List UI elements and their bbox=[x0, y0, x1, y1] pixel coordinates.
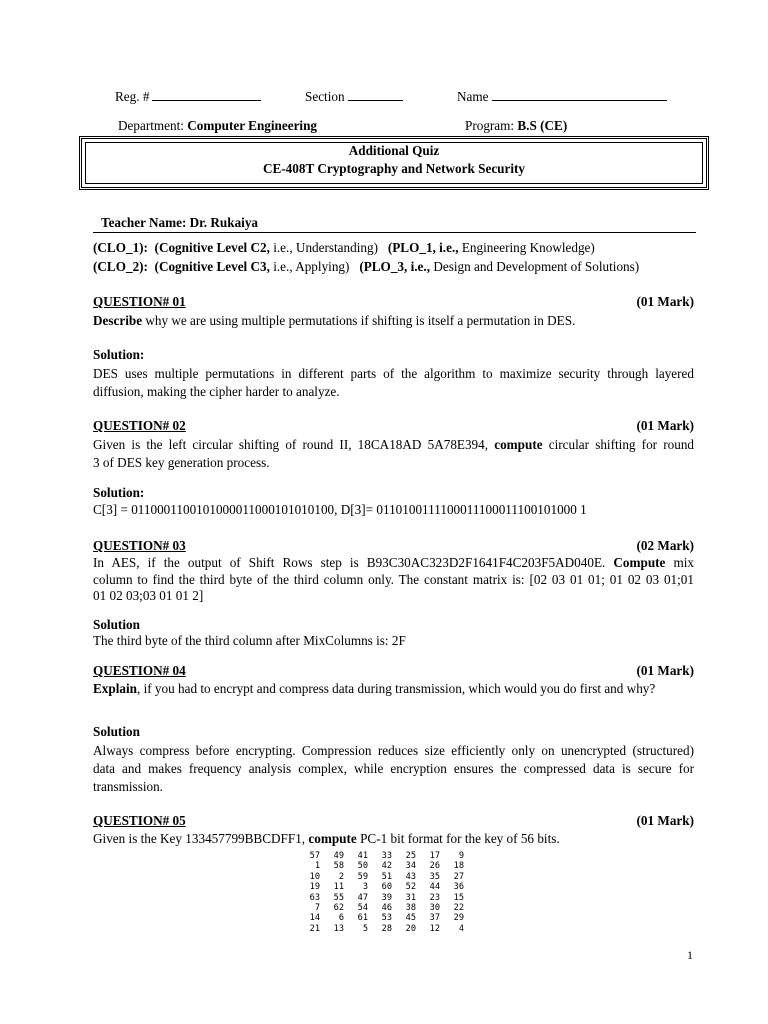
table-cell: 28 bbox=[381, 923, 392, 934]
table-cell: 12 bbox=[429, 923, 440, 934]
question-number: QUESTION# 02 bbox=[93, 418, 186, 433]
table-cell: 5 bbox=[362, 923, 368, 934]
question-1-heading bbox=[93, 294, 694, 310]
table-cell: 53 bbox=[381, 913, 392, 924]
table-cell: 37 bbox=[429, 913, 440, 924]
course-title: CE-408T Cryptography and Network Security bbox=[262, 161, 526, 176]
section-label: Section bbox=[305, 89, 345, 104]
quiz-title: Additional Quiz bbox=[348, 143, 440, 158]
table-cell: 34 bbox=[405, 861, 416, 872]
question-mark: (01 Mark) bbox=[636, 418, 694, 433]
reg-blank bbox=[152, 88, 261, 101]
question-3-heading bbox=[93, 538, 694, 554]
solution-4-line3: transmission. bbox=[93, 779, 163, 794]
reg-label: Reg. # bbox=[115, 89, 150, 104]
table-cell: 30 bbox=[429, 903, 440, 914]
table-row bbox=[297, 872, 465, 882]
question-mark: (01 Mark) bbox=[636, 294, 694, 309]
table-cell: 29 bbox=[453, 913, 464, 924]
question-number: QUESTION# 01 bbox=[93, 294, 186, 309]
table-cell: 50 bbox=[357, 861, 368, 872]
program-line bbox=[465, 118, 567, 134]
table-cell: 62 bbox=[333, 903, 344, 914]
question-2-line2: 3 of DES key generation process. bbox=[93, 455, 270, 470]
table-row bbox=[297, 861, 465, 871]
table-row bbox=[297, 903, 465, 913]
department-label: Department: bbox=[118, 118, 184, 133]
table-cell: 38 bbox=[405, 903, 416, 914]
solution-4-label: Solution bbox=[93, 724, 140, 739]
question-3-line1: In AES, if the output of Shift Rows step is B93C30AC323D2F1641F4C203F5AD040E. Compute mix bbox=[93, 555, 695, 570]
table-cell: 46 bbox=[381, 903, 392, 914]
question-5-heading bbox=[93, 813, 694, 829]
table-cell: 22 bbox=[453, 903, 464, 914]
question-1-text: Describe why we are using multiple permutations if shifting is itself a permutation in DES. bbox=[93, 313, 576, 328]
teacher-name: Teacher Name: Dr. Rukaiya bbox=[101, 215, 259, 230]
table-cell: 1 bbox=[314, 861, 320, 872]
table-cell: 23 bbox=[429, 892, 440, 903]
table-cell: 13 bbox=[333, 923, 344, 934]
table-cell: 21 bbox=[309, 923, 320, 934]
table-cell: 33 bbox=[381, 851, 392, 861]
question-mark: (01 Mark) bbox=[636, 813, 694, 828]
question-2-heading bbox=[93, 418, 694, 434]
table-cell: 47 bbox=[357, 892, 368, 903]
table-cell: 43 bbox=[405, 871, 416, 882]
table-cell: 54 bbox=[357, 903, 368, 914]
table-cell: 4 bbox=[458, 923, 464, 934]
table-cell: 49 bbox=[333, 851, 344, 861]
question-3-line3: 01 02 03;03 01 01 2] bbox=[93, 588, 204, 603]
table-cell: 45 bbox=[405, 913, 416, 924]
table-cell: 27 bbox=[453, 871, 464, 882]
table-cell: 42 bbox=[381, 861, 392, 872]
question-5-text: Given is the Key 133457799BBCDFF1, compute PC-1 bit format for the key of 56 bits. bbox=[93, 831, 560, 846]
department-line bbox=[118, 118, 317, 134]
table-cell: 20 bbox=[405, 923, 416, 934]
solution-1-label: Solution: bbox=[93, 347, 145, 362]
table-cell: 55 bbox=[333, 892, 344, 903]
question-mark: (01 Mark) bbox=[636, 663, 694, 678]
table-row bbox=[297, 924, 465, 934]
program-value: B.S (CE) bbox=[517, 118, 568, 133]
question-3-line2: column to find the third byte of the third column only. The constant matrix is: [02 03 01 01; 01 02 03 01;01 bbox=[93, 572, 694, 587]
table-row bbox=[297, 913, 465, 923]
table-cell: 36 bbox=[453, 882, 464, 893]
table-cell: 3 bbox=[362, 882, 368, 893]
section-blank bbox=[348, 88, 403, 101]
table-cell: 59 bbox=[357, 871, 368, 882]
table-row bbox=[297, 851, 465, 861]
table-cell: 10 bbox=[309, 871, 320, 882]
table-cell: 58 bbox=[333, 861, 344, 872]
table-cell: 26 bbox=[429, 861, 440, 872]
table-cell: 15 bbox=[453, 892, 464, 903]
table-cell: 61 bbox=[357, 913, 368, 924]
page-number: 1 bbox=[687, 948, 693, 962]
table-cell: 51 bbox=[381, 871, 392, 882]
solution-4-line1: Always compress before encrypting. Compression reduces size efficiently only on unencrypted (structured) bbox=[93, 743, 694, 758]
clo-1: (CLO_1): (Cognitive Level C2, i.e., Understanding) (PLO_1, i.e., Engineering Knowledge) bbox=[93, 240, 595, 255]
table-cell: 11 bbox=[333, 882, 344, 893]
solution-4-line2: data and makes frequency analysis complex, while encryption ensures the compressed data is secure for bbox=[93, 761, 694, 776]
table-cell: 7 bbox=[314, 903, 320, 914]
table-cell: 25 bbox=[405, 851, 416, 861]
table-cell: 19 bbox=[309, 882, 320, 893]
question-mark: (02 Mark) bbox=[636, 538, 694, 553]
question-number: QUESTION# 03 bbox=[93, 538, 186, 553]
solution-1-line1: DES uses multiple permutations in different parts of the algorithm to maximize security through layered bbox=[93, 366, 694, 381]
section-field bbox=[305, 88, 403, 105]
question-4-text: Explain, if you had to encrypt and compress data during transmission, which would you do first and why? bbox=[93, 681, 656, 696]
table-cell: 31 bbox=[405, 892, 416, 903]
solution-3-label: Solution bbox=[93, 617, 140, 632]
reg-field bbox=[115, 88, 261, 105]
table-cell: 44 bbox=[429, 882, 440, 893]
table-cell: 52 bbox=[405, 882, 416, 893]
solution-3-text: The third byte of the third column after MixColumns is: 2F bbox=[93, 633, 406, 648]
table-row bbox=[297, 893, 465, 903]
table-cell: 9 bbox=[458, 851, 464, 861]
table-cell: 41 bbox=[357, 851, 368, 861]
name-label: Name bbox=[457, 89, 489, 104]
table-cell: 39 bbox=[381, 892, 392, 903]
solution-2-text: C[3] = 0110001100101000011000101010100, D[3]= 0110100111100011100011100101000 1 bbox=[93, 502, 587, 517]
title-box bbox=[79, 136, 709, 190]
pc1-table bbox=[297, 851, 465, 934]
teacher-divider bbox=[93, 232, 696, 233]
solution-2-label: Solution: bbox=[93, 485, 145, 500]
question-2-line1: Given is the left circular shifting of round II, 18CA18AD 5A78E394, compute circular shifting for round bbox=[93, 437, 695, 452]
question-4-heading bbox=[93, 663, 694, 679]
table-cell: 18 bbox=[453, 861, 464, 872]
table-cell: 35 bbox=[429, 871, 440, 882]
table-cell: 14 bbox=[309, 913, 320, 924]
clo-2: (CLO_2): (Cognitive Level C3, i.e., Applying) (PLO_3, i.e., Design and Development of Solutions) bbox=[93, 259, 640, 274]
question-number: QUESTION# 04 bbox=[93, 663, 186, 678]
table-row bbox=[297, 882, 465, 892]
table-cell: 63 bbox=[309, 892, 320, 903]
department-value: Computer Engineering bbox=[187, 118, 318, 133]
question-number: QUESTION# 05 bbox=[93, 813, 186, 828]
name-blank bbox=[492, 88, 667, 101]
table-cell: 57 bbox=[309, 851, 320, 861]
program-label: Program: bbox=[465, 118, 515, 133]
table-cell: 17 bbox=[429, 851, 440, 861]
table-cell: 2 bbox=[338, 871, 344, 882]
name-field bbox=[457, 88, 667, 105]
table-cell: 60 bbox=[381, 882, 392, 893]
table-cell: 6 bbox=[338, 913, 344, 924]
solution-1-line2: diffusion, making the cipher harder to analyze. bbox=[93, 384, 340, 399]
